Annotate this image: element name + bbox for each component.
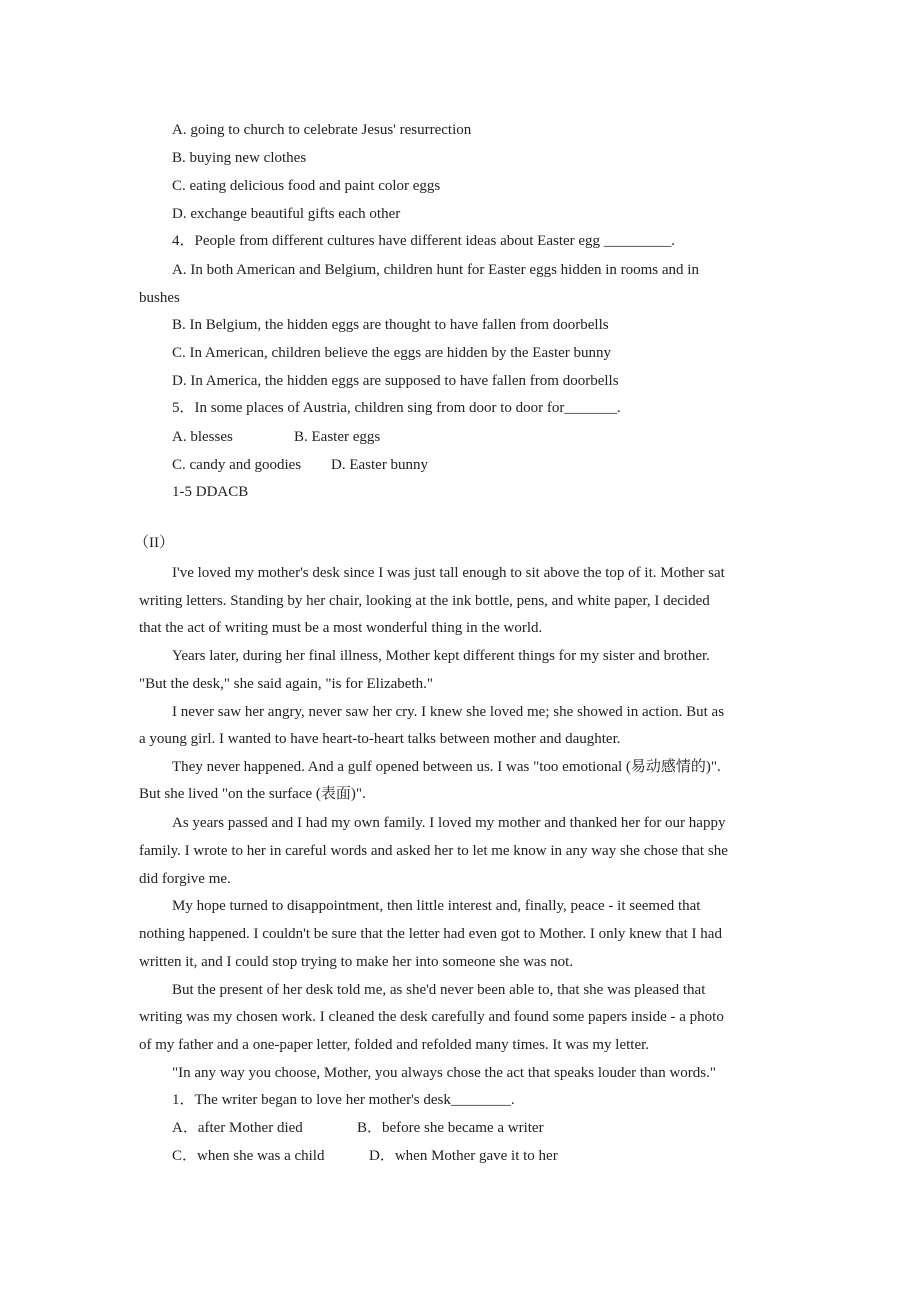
passage-line: did forgive me. [139,871,231,887]
q4-option-b: B. In Belgium, the hidden eggs are thought to have fallen from doorbells [172,317,609,333]
passage-line: They never happened. And a gulf opened between us. I was "too emotional (易动感情的)". [172,759,721,775]
passage-line: family. I wrote to her in careful words and asked her to let me know in any way she chose that she [139,843,728,859]
passage-line: My hope turned to disappointment, then little interest and, finally, peace - it seemed that [172,898,701,914]
q3-option-c: C. eating delicious food and paint color eggs [172,178,441,194]
p2-q1-option-a: A．after Mother died [172,1120,303,1136]
q3-option-a: A. going to church to celebrate Jesus' resurrection [172,122,472,138]
passage-line: I never saw her angry, never saw her cry. I knew she loved me; she showed in action. But as [172,704,725,720]
q5-stem: 5．In some places of Austria, children sing from door to door for_______. [172,400,621,416]
q3-option-b: B. buying new clothes [172,150,307,166]
passage-line: "But the desk," she said again, "is for Elizabeth." [139,676,434,692]
q4-option-c: C. In American, children believe the eggs are hidden by the Easter bunny [172,345,612,361]
q5-option-b: B. Easter eggs [294,429,381,445]
q4-option-d: D. In America, the hidden eggs are supposed to have fallen from doorbells [172,373,619,389]
passage-line: I've loved my mother's desk since I was just tall enough to sit above the top of it. Mother sat [172,565,725,581]
passage-line: As years passed and I had my own family. I loved my mother and thanked her for our happy [172,815,726,831]
p2-q1-option-b: B．before she became a writer [357,1120,544,1136]
q4-stem: 4．People from different cultures have different ideas about Easter egg _________. [172,233,676,249]
passage-line: But she lived "on the surface (表面)". [139,786,366,802]
passage-line: of my father and a one-paper letter, folded and refolded many times. It was my letter. [139,1037,650,1053]
p2-q1-option-c: C．when she was a child [172,1148,325,1164]
passage-line: written it, and I could stop trying to make her into someone she was not. [139,954,574,970]
passage-line: nothing happened. I couldn't be sure that the letter had even got to Mother. I only knew that I had [139,926,722,942]
passage-line: Years later, during her final illness, Mother kept different things for my sister and brother. [172,648,710,664]
q5-option-d: D. Easter bunny [331,457,429,473]
p2-q1-option-d: D．when Mother gave it to her [369,1148,558,1164]
q5-option-c: C. candy and goodies [172,457,302,473]
passage-line: "In any way you choose, Mother, you always chose the act that speaks louder than words." [172,1065,717,1081]
p2-q1-stem: 1．The writer began to love her mother's desk________. [172,1092,515,1108]
q5-option-a: A. blesses [172,429,233,445]
q4-option-a-line2: bushes [139,290,180,306]
passage-line: But the present of her desk told me, as she'd never been able to, that she was pleased that [172,982,706,998]
answer-key: 1-5 DDACB [172,484,249,500]
passage-line: writing letters. Standing by her chair, looking at the ink bottle, pens, and white paper, I decided [139,593,710,609]
q4-option-a-line1: A. In both American and Belgium, children hunt for Easter eggs hidden in rooms and in [172,262,699,278]
q3-option-d: D. exchange beautiful gifts each other [172,206,401,222]
passage-line: a young girl. I wanted to have heart-to-heart talks between mother and daughter. [139,731,621,747]
section-heading: （II） [134,535,174,551]
passage-line: writing was my chosen work. I cleaned the desk carefully and found some papers inside - a photo [139,1009,724,1025]
passage-line: that the act of writing must be a most wonderful thing in the world. [139,620,543,636]
